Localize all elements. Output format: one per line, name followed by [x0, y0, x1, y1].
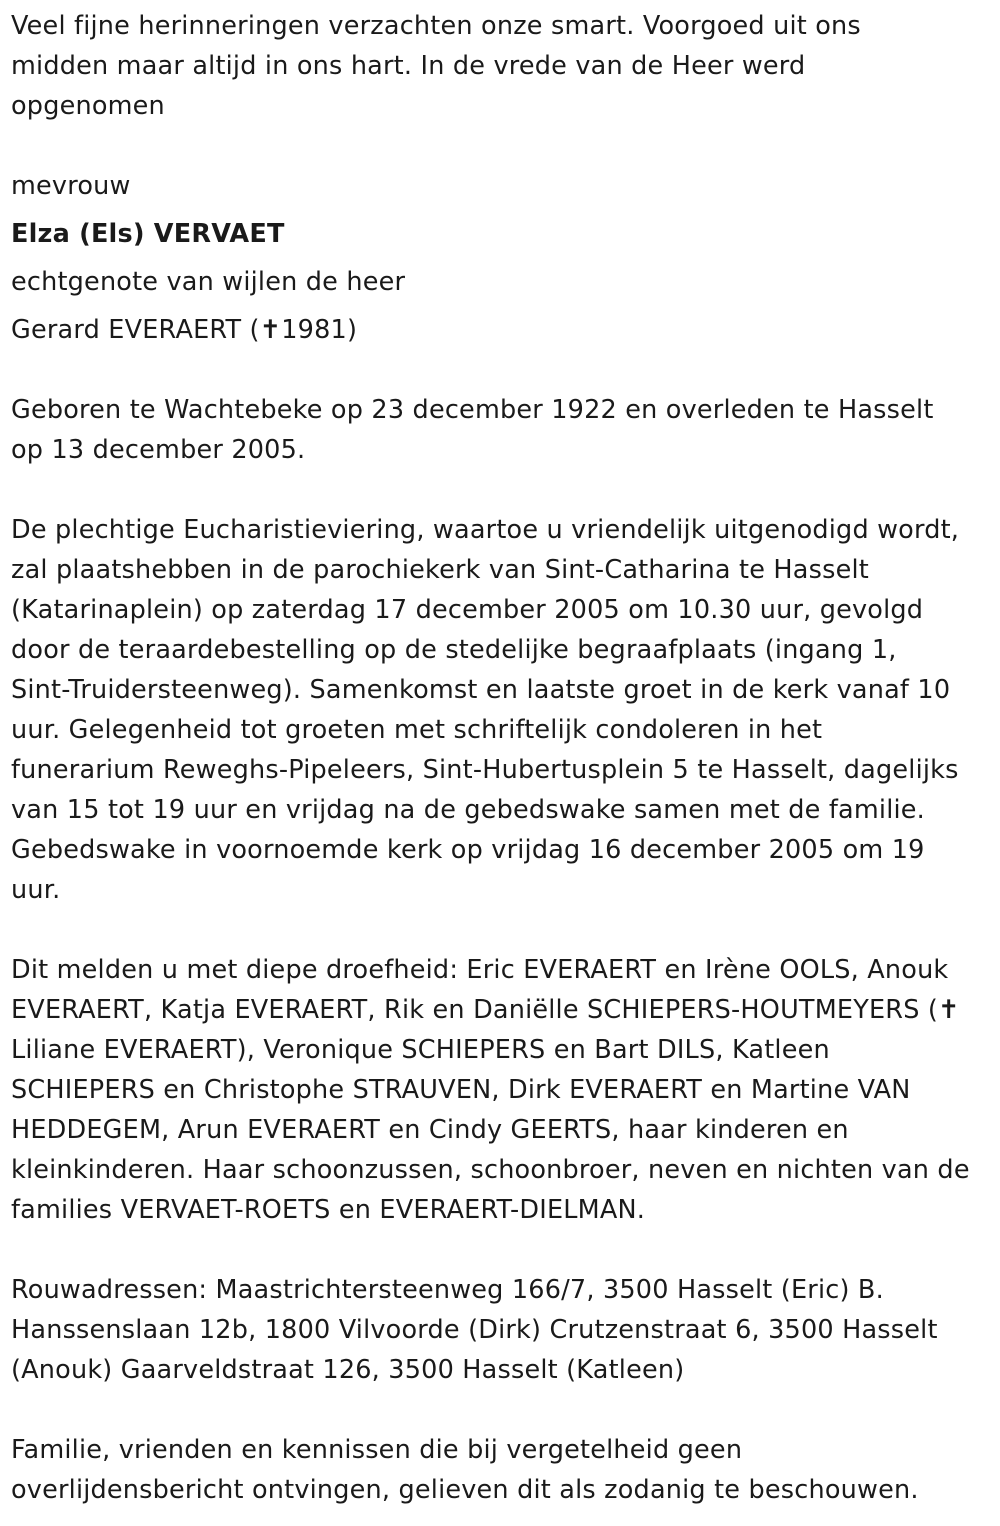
text-line: op 13 december 2005.	[11, 435, 306, 465]
text-line: Sint-Truidersteenweg). Samenkomst en laatste groet in de kerk vanaf 10	[11, 675, 951, 705]
spouse-line: echtgenote van wijlen de heer	[11, 267, 406, 297]
text-line: Familie, vrienden en kennissen die bij vergetelheid geen	[11, 1435, 743, 1465]
text-line: Hanssenslaan 12b, 1800 Vilvoorde (Dirk) Crutzenstraat 6, 3500 Hasselt	[11, 1315, 938, 1345]
text-line: uur.	[11, 875, 61, 905]
text-line: overlijdensbericht ontvingen, gelieven dit als zodanig te beschouwen.	[11, 1475, 919, 1505]
text-line: zal plaatshebben in de parochiekerk van Sint-Catharina te Hasselt	[11, 555, 869, 585]
text-line: opgenomen	[11, 91, 165, 121]
text-line: uur. Gelegenheid tot groeten met schriftelijk condoleren in het	[11, 715, 823, 745]
text-line: families VERVAET-ROETS en EVERAERT-DIELMAN.	[11, 1195, 646, 1225]
text-line: EVERAERT, Katja EVERAERT, Rik en Daniëlle SCHIEPERS-HOUTMEYERS (✝	[11, 995, 960, 1025]
closing-paragraph	[11, 1430, 993, 1510]
text-line: Veel fijne herinneringen verzachten onze smart. Voorgoed uit ons	[11, 11, 861, 41]
text-line: SCHIEPERS en Christophe STRAUVEN, Dirk EVERAERT en Martine VAN	[11, 1075, 911, 1105]
birth-death-paragraph	[11, 390, 993, 470]
text-line: (Anouk) Gaarveldstraat 126, 3500 Hasselt (Katleen)	[11, 1355, 685, 1385]
text-line: funerarium Reweghs-Pipeleers, Sint-Hubertusplein 5 te Hasselt, dagelijks	[11, 755, 959, 785]
text-line: Liliane EVERAERT), Veronique SCHIEPERS en Bart DILS, Katleen	[11, 1035, 830, 1065]
text-line: (Katarinaplein) op zaterdag 17 december 2005 om 10.30 uur, gevolgd	[11, 595, 924, 625]
deceased-name: Elza (Els) VERVAET	[11, 219, 285, 249]
text-line: midden maar altijd in ons hart. In de vrede van de Heer werd	[11, 51, 806, 81]
text-line: Rouwadressen: Maastrichtersteenweg 166/7, 3500 Hasselt (Eric) B.	[11, 1275, 884, 1305]
text-line: Dit melden u met diepe droefheid: Eric EVERAERT en Irène OOLS, Anouk	[11, 955, 949, 985]
addresses-paragraph	[11, 1270, 993, 1390]
obituary-document	[11, 6, 993, 1510]
text-line: Geboren te Wachtebeke op 23 december 1922 en overleden te Hasselt	[11, 395, 934, 425]
text-line: kleinkinderen. Haar schoonzussen, schoonbroer, neven en nichten van de	[11, 1155, 970, 1185]
intro-paragraph	[11, 6, 993, 126]
salutation: mevrouw	[11, 171, 131, 201]
text-line: De plechtige Eucharistieviering, waartoe u vriendelijk uitgenodigd wordt,	[11, 515, 960, 545]
spouse-name: Gerard EVERAERT (✝1981)	[11, 315, 358, 345]
ceremony-paragraph	[11, 510, 993, 910]
text-line: HEDDEGEM, Arun EVERAERT en Cindy GEERTS, haar kinderen en	[11, 1115, 849, 1145]
text-line: Gebedswake in voornoemde kerk op vrijdag 16 december 2005 om 19	[11, 835, 925, 865]
text-line: door de teraardebestelling op de stedelijke begraafplaats (ingang 1,	[11, 635, 897, 665]
text-line: van 15 tot 19 uur en vrijdag na de gebedswake samen met de familie.	[11, 795, 925, 825]
family-paragraph	[11, 950, 993, 1230]
